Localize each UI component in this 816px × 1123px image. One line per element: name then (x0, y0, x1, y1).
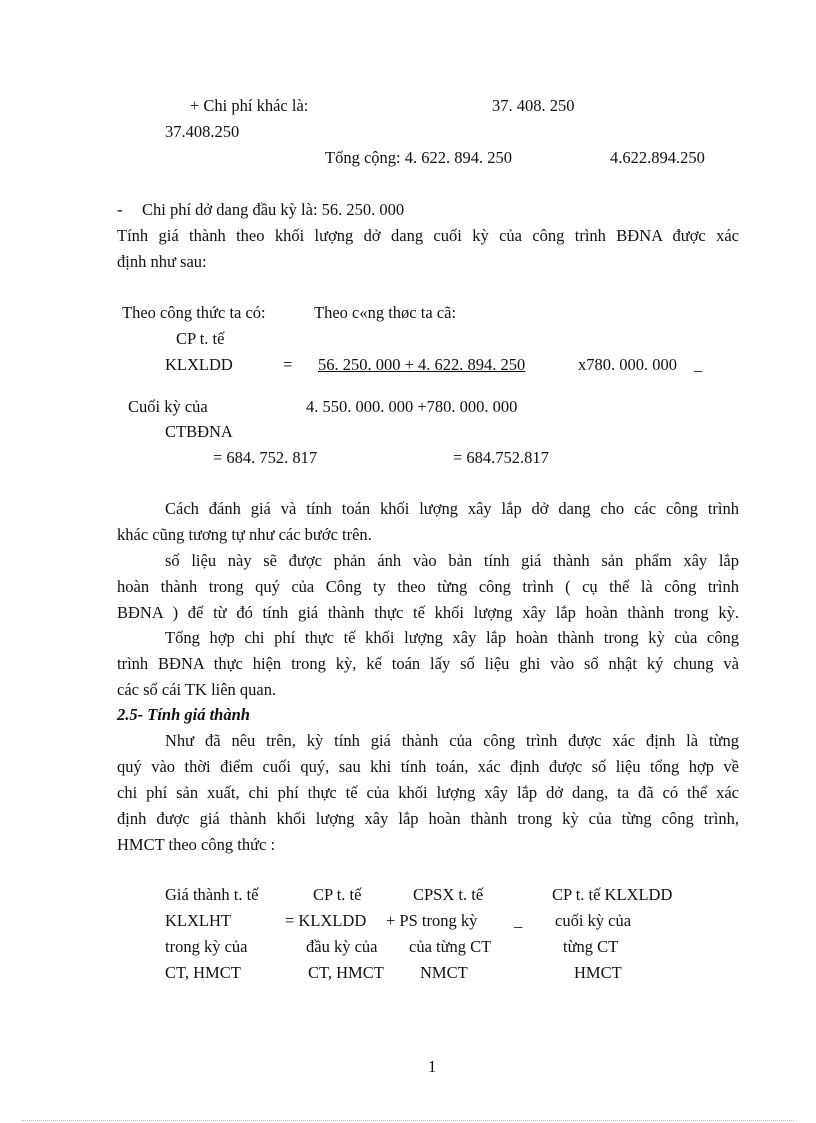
total-label: Tổng cộng: 4. 622. 894. 250 (325, 148, 512, 167)
formula2-col4-row1: CP t. tế KLXLDD (552, 885, 673, 904)
opening-wip-dash: - (117, 200, 123, 219)
formula1-label-b: Theo c«ng thøc ta cã: (314, 303, 457, 322)
other-cost-label: + Chi phí khác là: (190, 96, 309, 115)
formula2-col3-row2: + PS trong kỳ (386, 911, 478, 930)
paragraph-2-line-3: BĐNA ) để từ đó tính giá thành thực tế khối lượng xây lắp hoàn thành trong kỳ. (117, 603, 739, 622)
formula1-klxldd: KLXLDD (165, 355, 233, 374)
formula1-numerator: 56. 250. 000 + 4. 622. 894. 250 (318, 355, 526, 374)
paragraph-1-line-1: Cách đánh giá và tính toán khối lượng xây lắp dở dang cho các công trình (165, 499, 739, 518)
paragraph-3-line-3: các sổ cái TK liên quan. (117, 680, 277, 699)
intro-line-1: Tính giá thành theo khối lượng dở dang cuối kỳ của công trình BĐNA được xác (117, 226, 739, 245)
formula1-tail: x780. 000. 000 (578, 355, 677, 374)
formula2-col2-row4: CT, HMCT (308, 963, 384, 982)
paragraph-2-line-2: hoàn thành trong quý của Công ty theo từng công trình ( cụ thể là công trình (117, 577, 739, 596)
formula1-denominator: 4. 550. 000. 000 +780. 000. 000 (306, 397, 518, 416)
section-line-4: định được giá thành khối lượng xây lắp hoàn thành trong kỳ của từng công trình, (117, 809, 739, 828)
intro-line-2: định như sau: (117, 252, 207, 271)
section-line-1: Như đã nêu trên, kỳ tính giá thành của công trình được xác định là từng (165, 731, 739, 750)
formula2-minus: _ (514, 911, 523, 930)
formula2-col1-row1: Giá thành t. tế (165, 885, 259, 904)
formula2-col3-row4: NMCT (420, 963, 468, 982)
total-value-2: 4.622.894.250 (610, 148, 705, 167)
page-bottom-border (22, 1120, 794, 1121)
formula1-underscore: _ (694, 355, 703, 374)
formula2-col1-row4: CT, HMCT (165, 963, 241, 982)
page-number: 1 (428, 1057, 437, 1076)
formula1-equals: = (283, 355, 293, 374)
formula2-col3-row1: CPSX t. tế (413, 885, 484, 904)
formula1-result-1: = 684. 752. 817 (213, 448, 318, 467)
formula2-col4-row4: HMCT (574, 963, 622, 982)
formula1-result-2: = 684.752.817 (453, 448, 549, 467)
formula1-ctbdna: CTBĐNA (165, 422, 233, 441)
formula2-col2-row2: = KLXLDD (285, 911, 367, 930)
formula1-label-a: Theo công thức ta có: (122, 303, 266, 322)
formula2-col4-row3: từng CT (563, 937, 619, 956)
section-line-2: quý vào thời điểm cuối quý, sau khi tính toán, xác định được số liệu tổng hợp về (117, 757, 739, 776)
other-cost-value-2: 37.408.250 (165, 122, 240, 141)
formula2-col3-row3: của từng CT (409, 937, 492, 956)
paragraph-1-line-2: khác cũng tương tự như các bước trên. (117, 525, 372, 544)
other-cost-value: 37. 408. 250 (492, 96, 575, 115)
opening-wip-line: Chi phí dở dang đầu kỳ là: 56. 250. 000 (142, 200, 405, 219)
formula1-cuoi-ky: Cuối kỳ của (128, 397, 208, 416)
section-line-5: HMCT theo công thức : (117, 835, 276, 854)
section-heading: 2.5- Tính giá thành (117, 705, 250, 724)
formula1-cp: CP t. tế (176, 329, 225, 348)
paragraph-2-line-1: số liệu này sẽ được phản ánh vào bản tính giá thành sản phẩm xây lắp (165, 551, 739, 570)
formula2-col2-row3: đầu kỳ của (306, 937, 378, 956)
formula2-col1-row2: KLXLHT (165, 911, 231, 930)
paragraph-3-line-2: trình BĐNA thực hiện trong kỳ, kế toán lấy số liệu ghi vào sổ nhật ký chung và (117, 654, 739, 673)
formula2-col1-row3: trong kỳ của (165, 937, 248, 956)
section-line-3: chi phí sản xuất, chi phí thực tế của khối lượng xây lắp dở dang, ta đã có thể xác (117, 783, 739, 802)
formula2-col2-row1: CP t. tế (313, 885, 362, 904)
paragraph-3-line-1: Tổng hợp chi phí thực tế khối lượng xây lắp hoàn thành trong kỳ của công (165, 628, 739, 647)
formula2-col4-row2: cuối kỳ của (555, 911, 632, 930)
